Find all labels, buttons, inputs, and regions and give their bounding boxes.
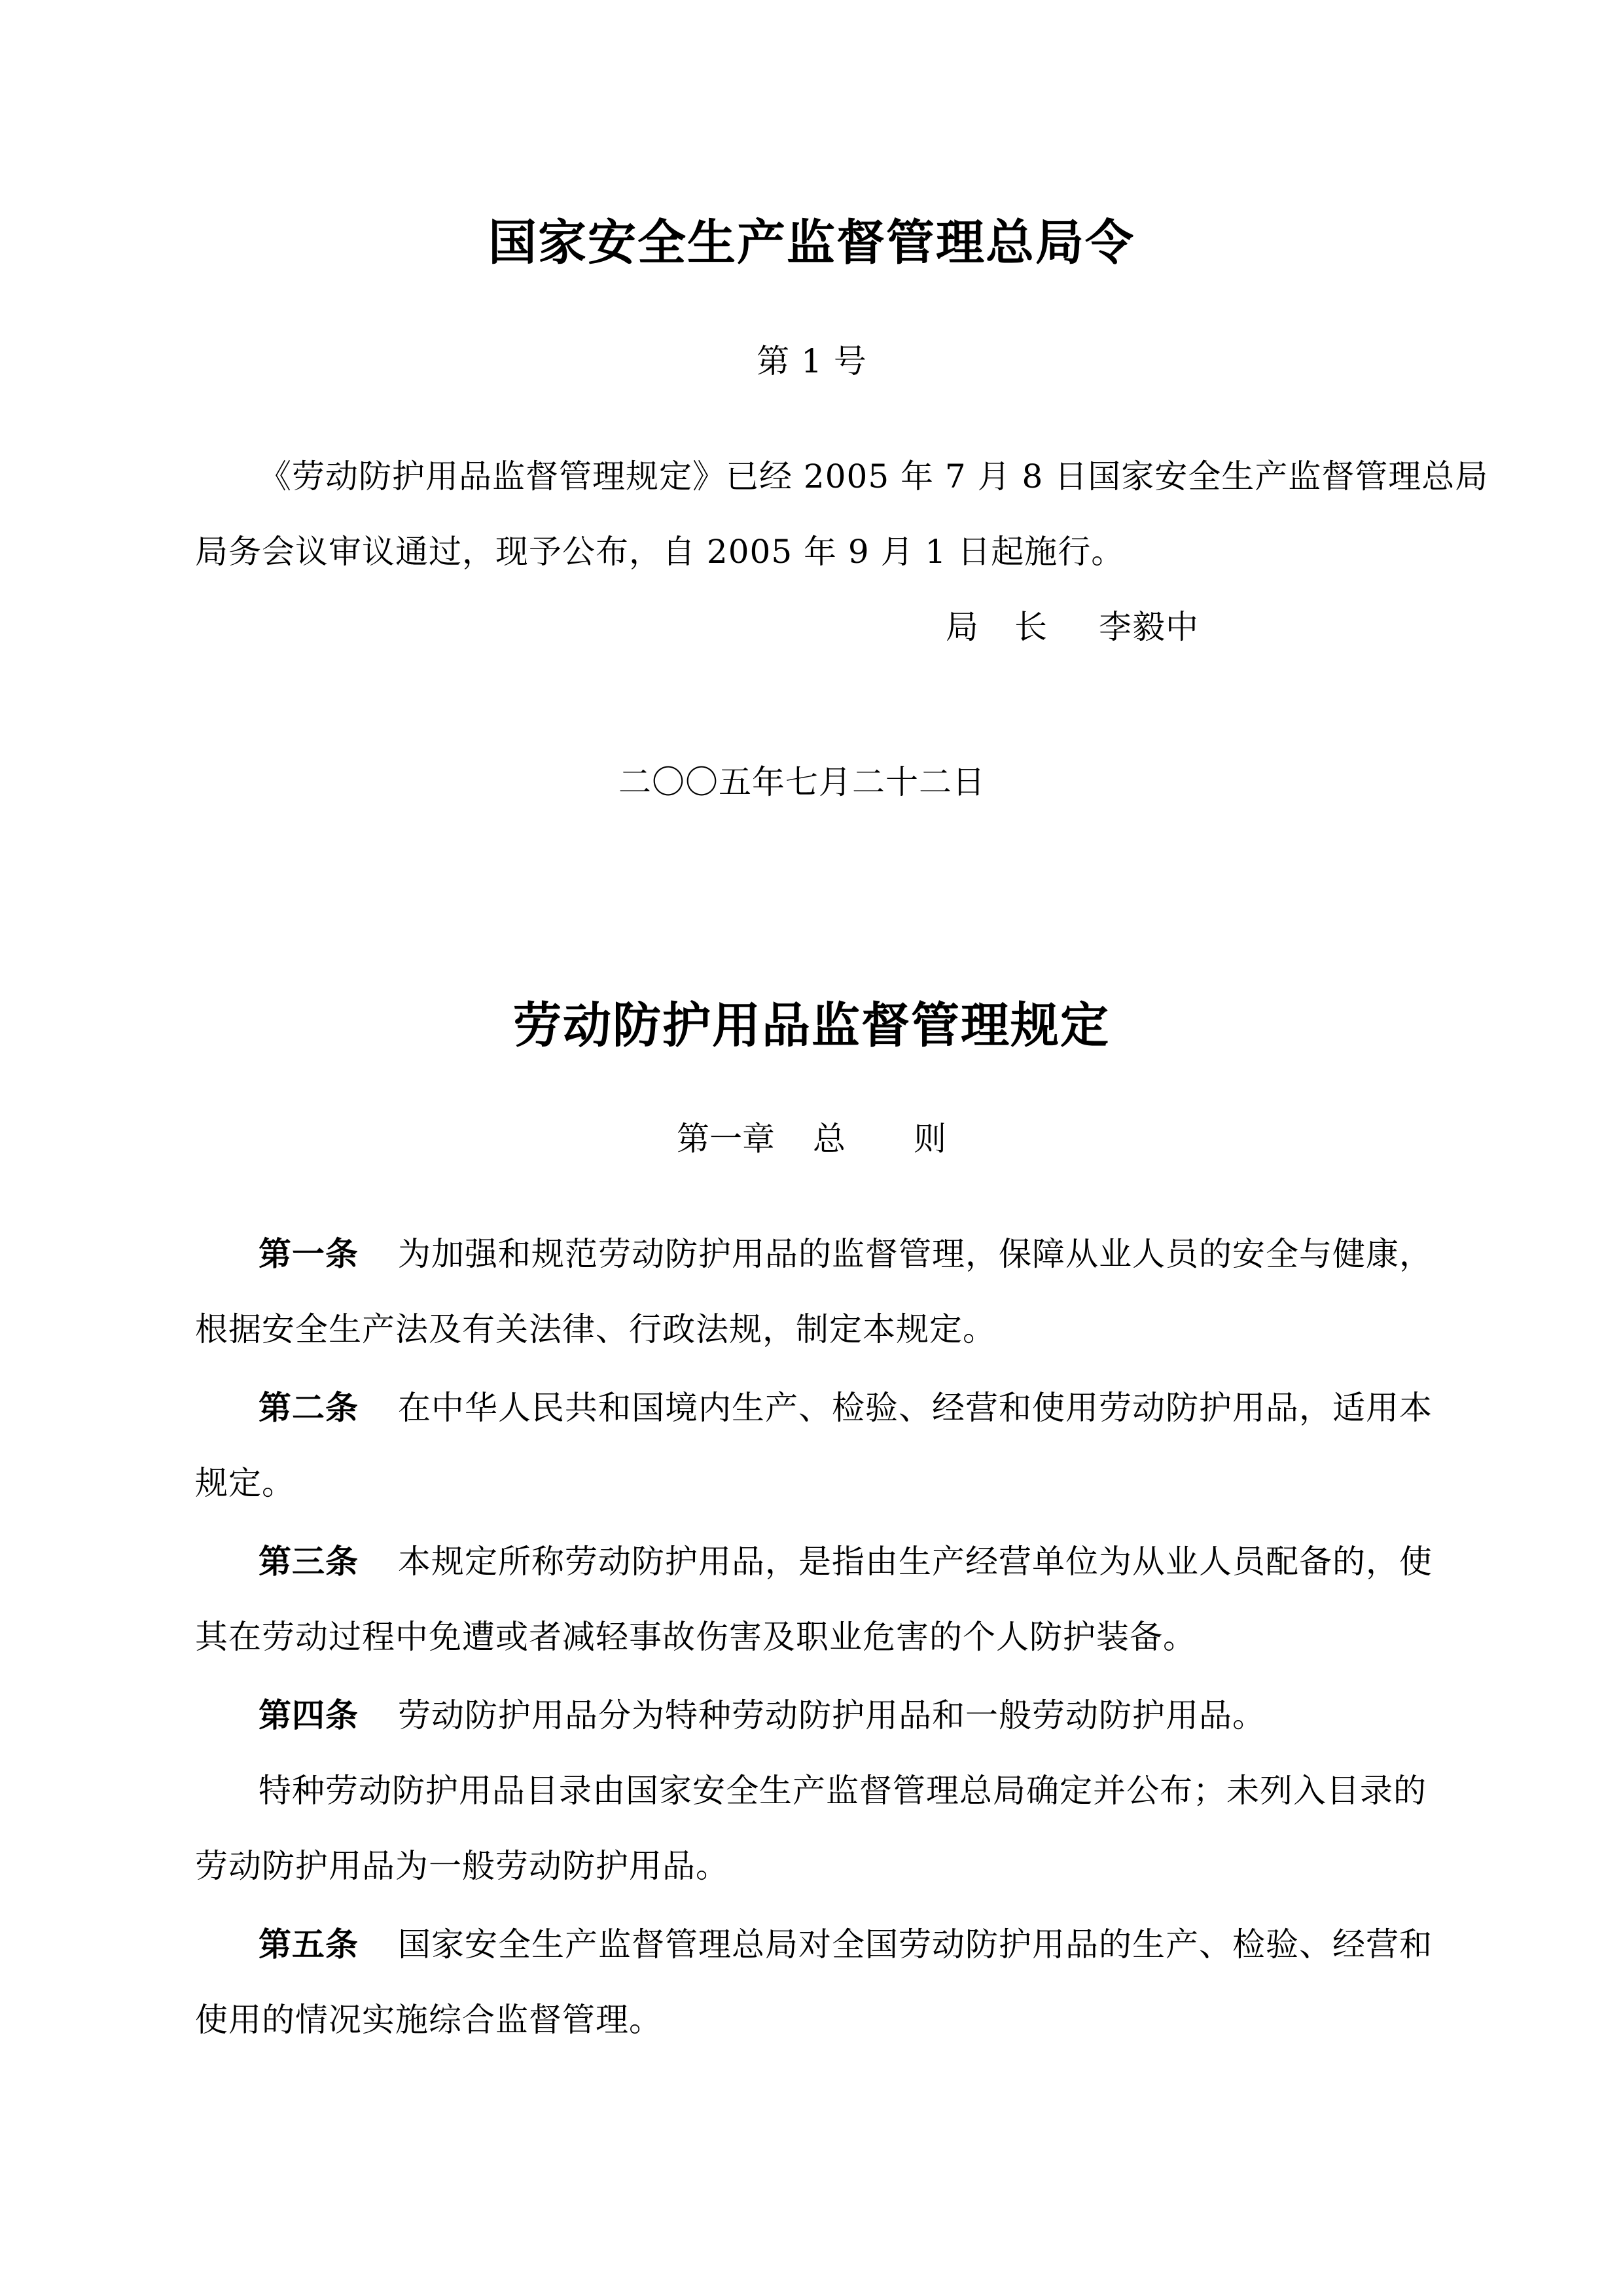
- signature-title-1: 局: [946, 608, 979, 646]
- order-number-suffix: 号: [833, 342, 866, 380]
- signature: [946, 601, 1199, 648]
- article-1-label: 第一条: [259, 1234, 359, 1273]
- signature-name: 李毅中: [1099, 608, 1199, 646]
- article-5-label: 第五条: [259, 1925, 359, 1964]
- article-1-line-2: 根据安全生产法及有关法律、行政法规，制定本规定。: [195, 1310, 996, 1348]
- article-2-line-1: [259, 1382, 1433, 1429]
- announcement-line-2: 局务会议审议通过，现予公布，自 2005 年 9 月 1 日起施行。: [195, 533, 1125, 571]
- chapter-name-2: 则: [914, 1120, 946, 1158]
- article-5-line-1: [259, 1918, 1433, 1965]
- article-3-label: 第三条: [259, 1542, 359, 1581]
- order-number-prefix: 第: [757, 342, 790, 380]
- order-date: 二〇〇五年七月二十二日: [618, 763, 986, 801]
- article-2-text-1: 在中华人民共和国境内生产、检验、经营和使用劳动防护用品，适用本: [398, 1389, 1433, 1427]
- article-4-line-1: [259, 1689, 1266, 1736]
- article-5-text-1: 国家安全生产监督管理总局对全国劳动防护用品的生产、检验、经营和: [398, 1926, 1433, 1964]
- article-4-label: 第四条: [259, 1696, 359, 1734]
- article-1-line-1: [259, 1228, 1433, 1275]
- article-4-text-1: 劳动防护用品分为特种劳动防护用品和一般劳动防护用品。: [398, 1696, 1266, 1734]
- order-number-value: 1: [801, 342, 822, 380]
- regulation-title: 劳动防护用品监督管理规定: [513, 997, 1110, 1054]
- signature-title-2: 长: [1014, 608, 1048, 646]
- chapter-number: 第一章: [677, 1120, 775, 1158]
- article-3-text-1: 本规定所称劳动防护用品，是指由生产经营单位为从业人员配备的，使: [398, 1543, 1433, 1581]
- announcement-line-1: 《劳动防护用品监督管理规定》已经 2005 年 7 月 8 日国家安全生产监督管理总局: [259, 457, 1489, 495]
- order-title: 国家安全生产监督管理总局令: [488, 215, 1135, 271]
- article-4-para-2-line-1: 特种劳动防护用品目录由国家安全生产监督管理总局确定并公布；未列入目录的: [259, 1772, 1427, 1810]
- article-3-line-2: 其在劳动过程中免遭或者减轻事故伤害及职业危害的个人防护装备。: [195, 1618, 1196, 1656]
- chapter-heading: [0, 1113, 1623, 1160]
- article-1-text-1: 为加强和规范劳动防护用品的监督管理，保障从业人员的安全与健康，: [398, 1235, 1433, 1273]
- article-4-para-2-line-2: 劳动防护用品为一般劳动防护用品。: [195, 1847, 729, 1885]
- order-number: [0, 335, 1623, 382]
- article-3-line-1: [259, 1535, 1433, 1583]
- article-5-line-2: 使用的情况实施综合监督管理。: [195, 2001, 662, 2039]
- chapter-name-1: 总: [813, 1120, 846, 1158]
- article-2-label: 第二条: [259, 1388, 359, 1427]
- article-2-line-2: 规定。: [195, 1464, 295, 1502]
